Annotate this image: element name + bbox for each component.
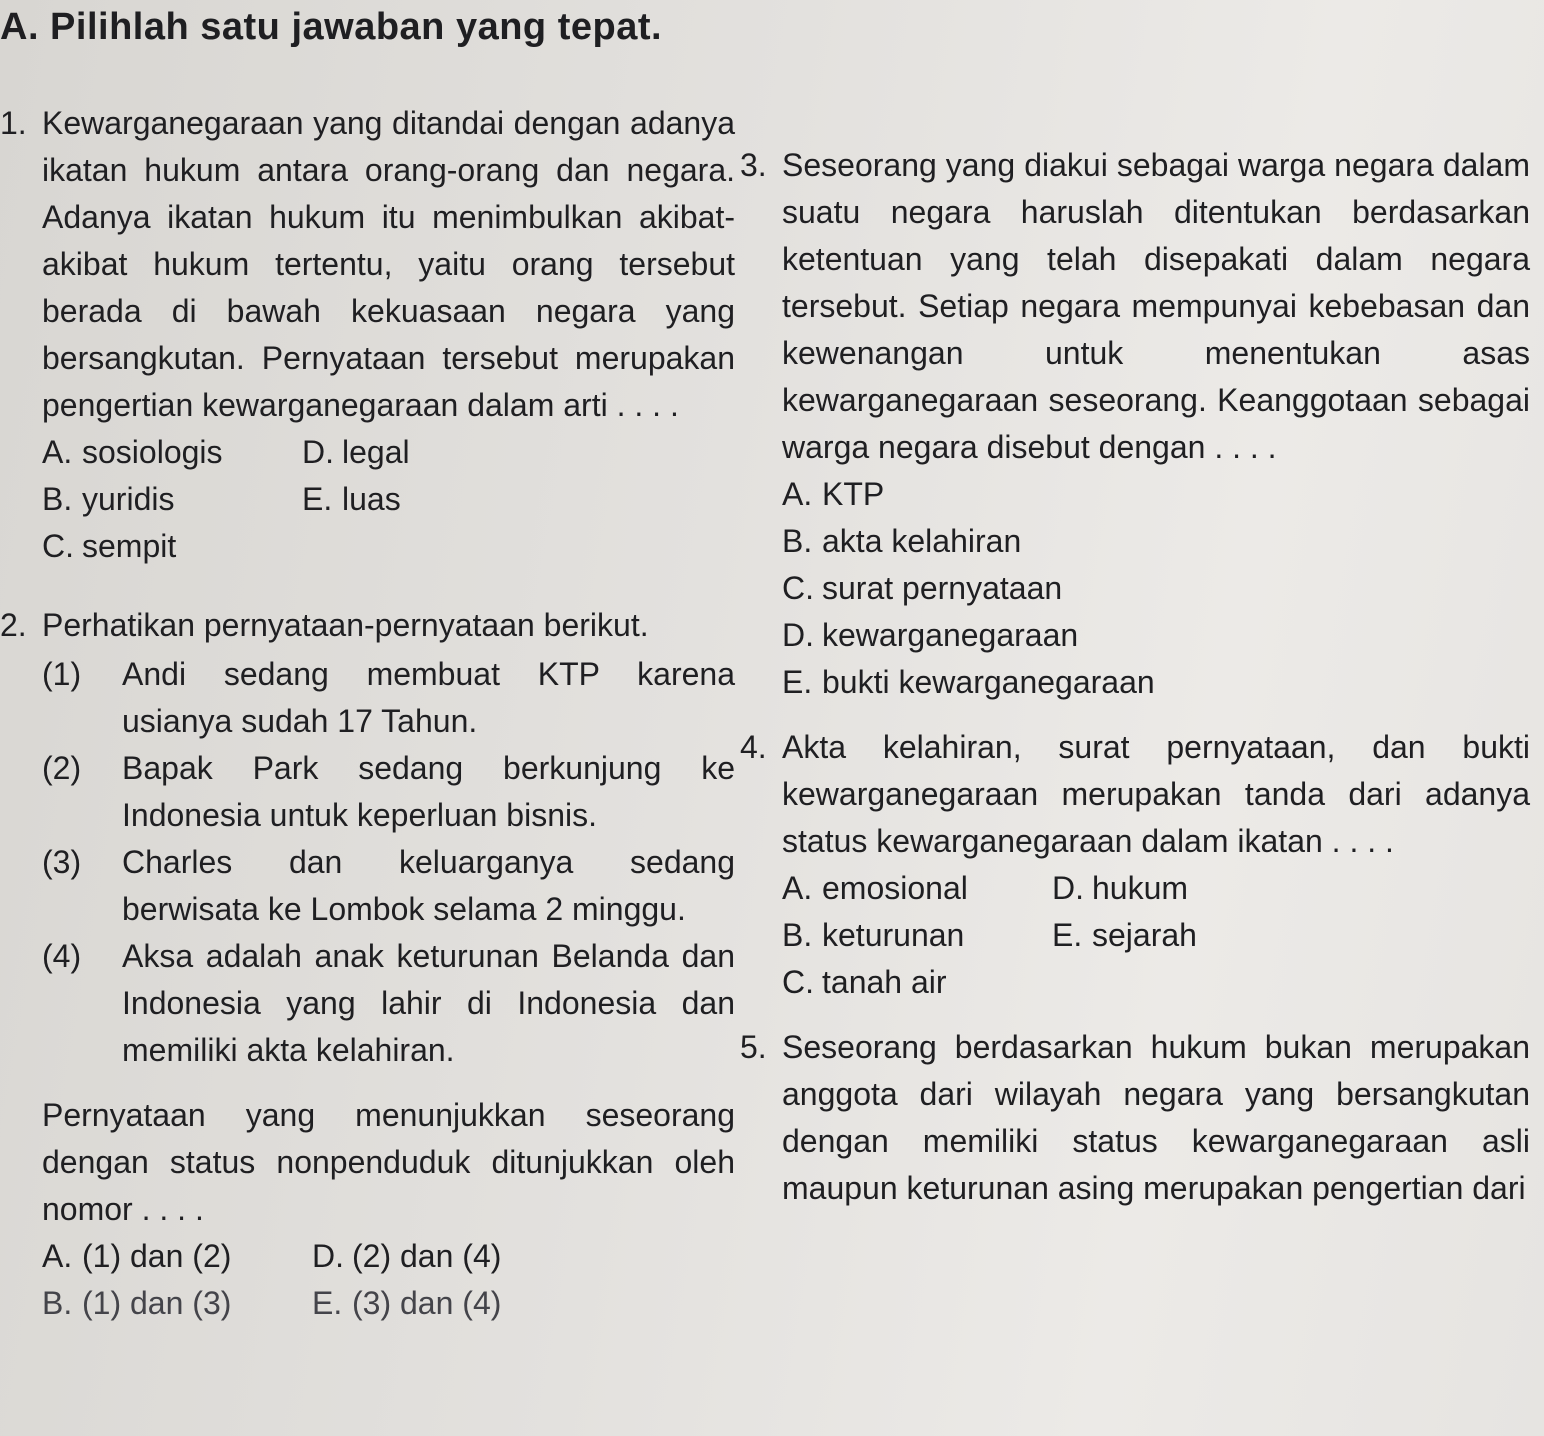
question-1-options <box>42 429 735 570</box>
option-4e[interactable]: E. sejarah <box>1052 917 1197 953</box>
question-5-text: Seseorang berdasarkan hukum bukan merupakan anggota dari wilayah negara yang bersangkutan dengan memiliki status kewarganegaraan asli maupun keturunan asing merupakan pengertian dari <box>782 1029 1530 1206</box>
option-1d[interactable]: D. legal <box>302 434 410 470</box>
question-2-text: Pernyataan yang menunjukkan seseorang dengan status nonpenduduk ditunjukkan oleh nomor . . . . <box>42 1097 735 1227</box>
question-3-options <box>782 471 1530 706</box>
option-2d[interactable]: D. (2) dan (4) <box>312 1238 502 1274</box>
option-4c[interactable]: C. tanah air <box>782 964 947 1000</box>
question-4-number: 4. <box>740 729 767 765</box>
question-1-text: Kewarganegaraan yang ditandai dengan adanya ikatan hukum antara orang-orang dan negara. Adanya ikatan hukum itu menimbulkan akibat-akibat hukum tertentu, yaitu orang tersebut berada di bawah kekuasaan negara yang bersangkutan. Pernyataan tersebut merupakan pengertian kewarganegaraan dalam arti . . . . <box>42 105 735 423</box>
section-header: A. Pilihlah satu jawaban yang tepat. <box>0 6 663 48</box>
option-2a[interactable]: A. (1) dan (2) <box>42 1238 232 1274</box>
question-4-options <box>782 865 1530 1006</box>
left-column <box>0 100 735 1327</box>
option-4d[interactable]: D. hukum <box>1052 870 1189 906</box>
question-4-text: Akta kelahiran, surat pernyataan, dan bukti kewarganegaraan merupakan tanda dari adanya status kewarganegaraan dalam ikatan . . . . <box>782 729 1530 859</box>
option-1b[interactable]: B. yuridis <box>42 481 175 517</box>
option-1c[interactable]: C. sempit <box>42 528 177 564</box>
option-3b[interactable]: B. akta kelahiran <box>782 523 1022 559</box>
statement-list <box>42 651 735 1074</box>
option-1a[interactable]: A. sosiologis <box>42 434 223 470</box>
question-2-options <box>42 1233 735 1327</box>
statement-3: (3) Charles dan keluarganya sedang berwisata ke Lombok selama 2 minggu. <box>42 844 735 927</box>
right-column <box>740 142 1530 1212</box>
question-5 <box>740 1024 1530 1212</box>
option-3a[interactable]: A. KTP <box>782 476 885 512</box>
option-4a[interactable]: A. emosional <box>782 870 968 906</box>
option-1e[interactable]: E. luas <box>302 481 401 517</box>
question-2-intro: Perhatikan pernyataan-pernyataan berikut. <box>42 607 649 643</box>
option-3d[interactable]: D. kewarganegaraan <box>782 617 1079 653</box>
question-1-number: 1. <box>0 105 27 141</box>
statement-4: (4) Aksa adalah anak keturunan Belanda dan Indonesia yang lahir di Indonesia dan memiliki akta kelahiran. <box>42 938 735 1068</box>
option-3e[interactable]: E. bukti kewarganegaraan <box>782 664 1155 700</box>
question-1 <box>0 100 735 570</box>
question-3 <box>740 142 1530 706</box>
question-4 <box>740 724 1530 1006</box>
option-3c[interactable]: C. surat pernyataan <box>782 570 1063 606</box>
question-3-text: Seseorang yang diakui sebagai warga negara dalam suatu negara haruslah ditentukan berdasarkan ketentuan yang telah disepakati dalam negara tersebut. Setiap negara mempunyai kebebasan dan kewenangan untuk menentukan asas kewarganegaraan seseorang. Keanggotaan sebagai warga negara disebut dengan . . . . <box>782 147 1530 465</box>
statement-1: (1) Andi sedang membuat KTP karena usianya sudah 17 Tahun. <box>42 656 735 739</box>
option-2b[interactable]: B. (1) dan (3) <box>42 1285 232 1321</box>
option-2e[interactable]: E. (3) dan (4) <box>312 1285 502 1321</box>
statement-2: (2) Bapak Park sedang berkunjung ke Indonesia untuk keperluan bisnis. <box>42 750 735 833</box>
question-3-number: 3. <box>740 147 767 183</box>
option-4b[interactable]: B. keturunan <box>782 917 965 953</box>
question-5-number: 5. <box>740 1029 767 1065</box>
question-2-number: 2. <box>0 607 27 643</box>
question-2 <box>0 602 735 1327</box>
